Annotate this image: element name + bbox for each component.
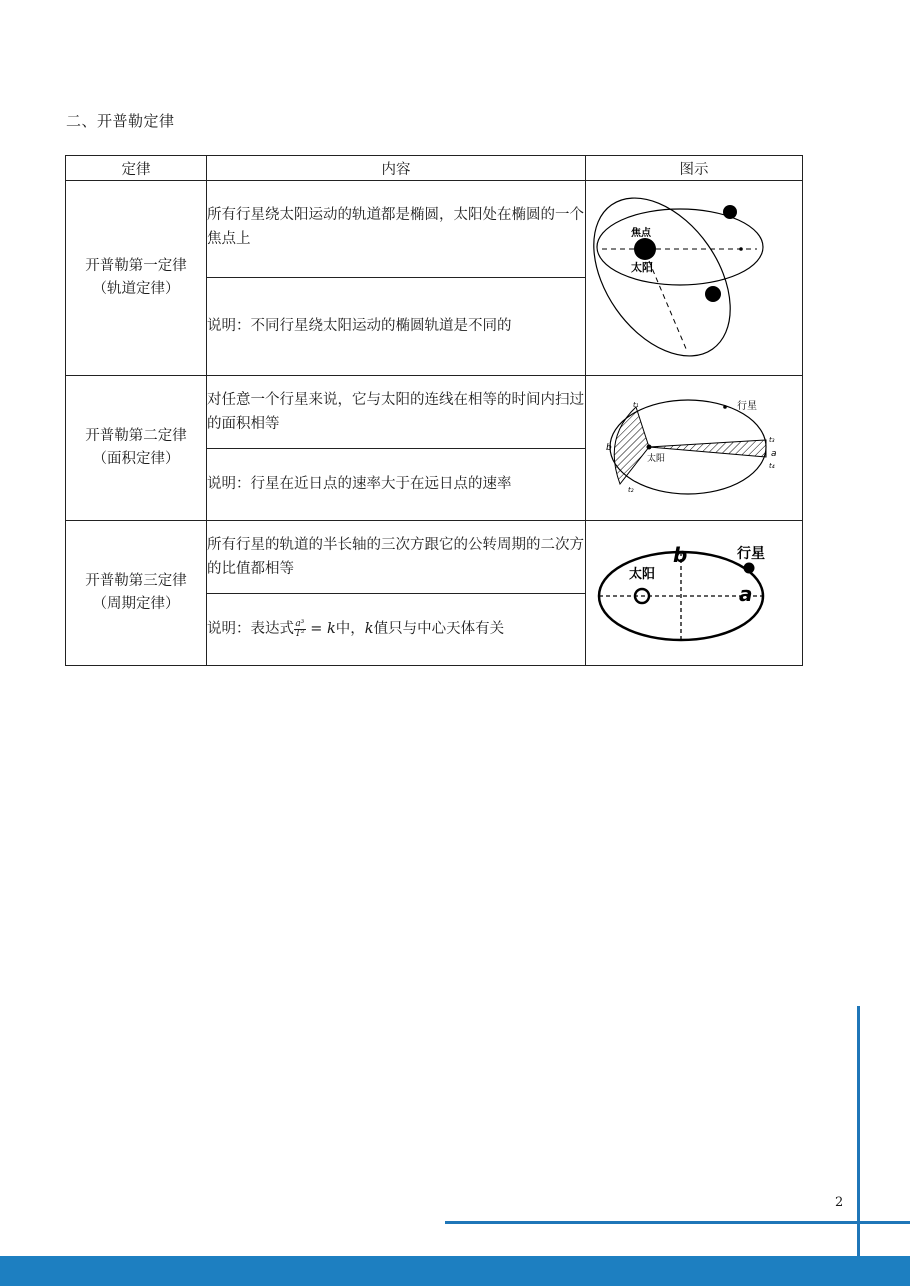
law-content: 所有行星绕太阳运动的轨道都是椭圆，太阳处在椭圆的一个焦点上	[207, 181, 586, 278]
table-row	[66, 521, 803, 594]
law-name-cell	[66, 376, 207, 521]
kepler-fraction	[294, 620, 306, 639]
kepler-laws-table	[65, 155, 803, 666]
planet-label: 行星	[736, 401, 757, 412]
sun-label: 太阳	[630, 261, 653, 274]
planet-icon	[705, 286, 721, 302]
b-label: b	[672, 543, 687, 567]
explanation-mid: 中，	[335, 621, 365, 638]
swept-area-near	[614, 407, 649, 484]
orbit-ellipse-1	[597, 209, 763, 285]
law-explanation	[207, 593, 586, 666]
footer-band	[0, 1256, 910, 1286]
decorative-horizontal-line	[445, 1221, 910, 1224]
third-law-diagram	[587, 521, 802, 661]
planet-icon	[743, 563, 754, 574]
t4-label: t₄	[768, 462, 775, 470]
table-row	[66, 181, 803, 278]
equals-sign: =	[305, 621, 327, 638]
section-title: 二、开普勒定律	[66, 112, 175, 130]
decorative-vertical-line	[857, 1006, 860, 1256]
law-explanation: 说明：不同行星绕太阳运动的椭圆轨道是不同的	[207, 277, 586, 375]
major-axis-line-2	[649, 261, 687, 351]
law-name: 开普勒第一定律	[85, 258, 187, 274]
t3-label: t₃	[768, 436, 775, 444]
constant-k: k	[364, 621, 374, 638]
b-label: b	[605, 443, 612, 453]
law-alias: （轨道定律）	[92, 281, 180, 297]
focus-dot	[739, 247, 743, 251]
constant-k: k	[327, 621, 336, 638]
fraction-denominator: T²	[295, 628, 305, 639]
planet-icon	[723, 205, 737, 219]
explanation-suffix: 值只与中心天体有关	[373, 621, 505, 638]
first-law-diagram	[587, 181, 802, 371]
law-name: 开普勒第二定律	[85, 428, 187, 444]
explanation-prefix: 说明：表达式	[207, 621, 294, 638]
law-alias: （周期定律）	[92, 596, 180, 612]
law-name: 开普勒第三定律	[85, 573, 187, 589]
figure-cell	[586, 521, 803, 666]
a-label: a	[770, 449, 777, 459]
planet-label: 行星	[736, 546, 765, 562]
t2-label: t₂	[627, 486, 634, 494]
law-explanation: 说明：行星在近日点的速率大于在远日点的速率	[207, 448, 586, 521]
second-law-diagram	[587, 376, 802, 516]
fraction-numerator: a³	[295, 618, 305, 629]
sun-label: 太阳	[646, 454, 665, 464]
a-label: a	[738, 582, 752, 606]
header-content: 内容	[207, 156, 586, 181]
law-alias: （面积定律）	[92, 451, 180, 467]
law-content: 对任意一个行星来说，它与太阳的连线在相等的时间内扫过的面积相等	[207, 376, 586, 449]
sun-label: 太阳	[628, 567, 655, 582]
page-number: 2	[835, 1195, 844, 1210]
figure-cell	[586, 376, 803, 521]
focus-label: 焦点	[630, 228, 651, 239]
planet-icon	[723, 405, 727, 409]
swept-area-far	[649, 440, 766, 457]
law-name-cell	[66, 181, 207, 376]
sun-icon	[634, 238, 656, 260]
header-law: 定律	[66, 156, 207, 181]
sun-icon	[646, 445, 651, 450]
figure-cell	[586, 181, 803, 376]
law-content: 所有行星的轨道的半长轴的三次方跟它的公转周期的二次方的比值都相等	[207, 521, 586, 594]
table-header-row	[66, 156, 803, 181]
t1-label: t₁	[632, 401, 639, 409]
header-figure: 图示	[586, 156, 803, 181]
table-row	[66, 376, 803, 449]
law-name-cell	[66, 521, 207, 666]
